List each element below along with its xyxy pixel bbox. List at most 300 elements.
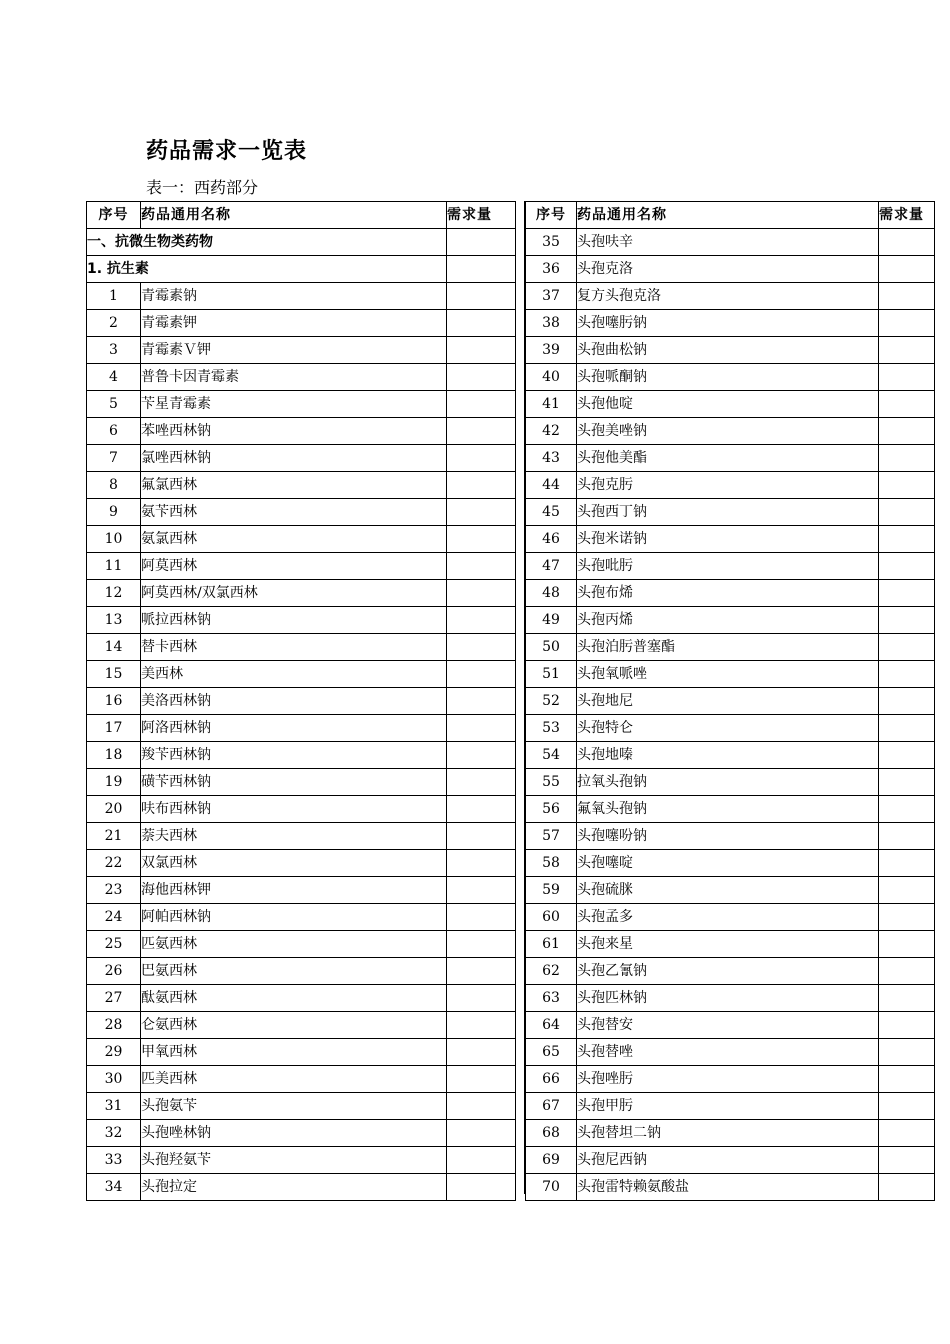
drug-name: 巴氨西林 <box>141 958 447 985</box>
row-number: 31 <box>87 1093 141 1120</box>
drug-name: 复方头孢克洛 <box>577 283 879 310</box>
drug-name: 仑氨西林 <box>141 1012 447 1039</box>
drug-name: 头孢孟多 <box>577 904 879 931</box>
qty-cell[interactable] <box>447 1012 516 1039</box>
drug-name: 头孢噻吩钠 <box>577 823 879 850</box>
table-row <box>526 283 935 310</box>
table-row <box>526 796 935 823</box>
row-number: 34 <box>87 1174 141 1201</box>
qty-cell[interactable] <box>879 607 935 634</box>
table-row <box>87 931 516 958</box>
qty-cell[interactable] <box>447 634 516 661</box>
row-number: 27 <box>87 985 141 1012</box>
table-row <box>526 877 935 904</box>
table-row <box>526 418 935 445</box>
qty-cell[interactable] <box>447 715 516 742</box>
table-row <box>526 634 935 661</box>
table-row <box>526 1066 935 1093</box>
row-number: 67 <box>526 1093 577 1120</box>
drug-name: 阿洛西林钠 <box>141 715 447 742</box>
qty-cell[interactable] <box>879 418 935 445</box>
qty-cell[interactable] <box>447 364 516 391</box>
qty-cell[interactable] <box>447 256 516 283</box>
table-row <box>87 364 516 391</box>
table-row <box>87 499 516 526</box>
table-gap-divider <box>515 201 525 1194</box>
row-number: 70 <box>526 1174 577 1201</box>
qty-cell[interactable] <box>447 445 516 472</box>
table-row <box>87 823 516 850</box>
drug-name: 头孢泊肟普塞酯 <box>577 634 879 661</box>
drug-name: 匹美西林 <box>141 1066 447 1093</box>
qty-cell[interactable] <box>879 985 935 1012</box>
drug-table-left-body <box>87 202 516 1201</box>
qty-cell[interactable] <box>447 499 516 526</box>
row-number: 16 <box>87 688 141 715</box>
drug-name: 阿莫西林/双氯西林 <box>141 580 447 607</box>
table-row <box>526 904 935 931</box>
row-number: 33 <box>87 1147 141 1174</box>
drug-name: 头孢丙烯 <box>577 607 879 634</box>
row-number: 40 <box>526 364 577 391</box>
table-row <box>87 1174 516 1201</box>
table-header-row <box>526 202 935 229</box>
qty-cell[interactable] <box>447 283 516 310</box>
row-number: 18 <box>87 742 141 769</box>
row-number: 29 <box>87 1039 141 1066</box>
drug-name: 头孢噻肟钠 <box>577 310 879 337</box>
qty-cell[interactable] <box>879 1120 935 1147</box>
row-number: 52 <box>526 688 577 715</box>
drug-name: 美洛西林钠 <box>141 688 447 715</box>
table-row <box>526 958 935 985</box>
qty-cell[interactable] <box>879 256 935 283</box>
qty-cell[interactable] <box>879 769 935 796</box>
drug-name: 头孢尼西钠 <box>577 1147 879 1174</box>
qty-cell[interactable] <box>879 580 935 607</box>
table-row <box>526 715 935 742</box>
drug-name: 氯唑西林钠 <box>141 445 447 472</box>
qty-cell[interactable] <box>879 337 935 364</box>
drug-name: 拉氧头孢钠 <box>577 769 879 796</box>
drug-name: 头孢替安 <box>577 1012 879 1039</box>
row-number: 35 <box>526 229 577 256</box>
drug-name: 萘夫西林 <box>141 823 447 850</box>
qty-cell[interactable] <box>447 337 516 364</box>
qty-cell[interactable] <box>879 1066 935 1093</box>
drug-name: 海他西林钾 <box>141 877 447 904</box>
drug-name: 氟氧头孢钠 <box>577 796 879 823</box>
qty-cell[interactable] <box>447 310 516 337</box>
drug-name: 头孢乙氰钠 <box>577 958 879 985</box>
row-number: 25 <box>87 931 141 958</box>
drug-name: 头孢曲松钠 <box>577 337 879 364</box>
qty-cell[interactable] <box>879 445 935 472</box>
row-number: 68 <box>526 1120 577 1147</box>
qty-cell[interactable] <box>447 553 516 580</box>
table-row <box>526 1147 935 1174</box>
drug-name: 头孢硫脒 <box>577 877 879 904</box>
qty-cell[interactable] <box>879 796 935 823</box>
drug-name: 甲氧西林 <box>141 1039 447 1066</box>
qty-cell[interactable] <box>879 904 935 931</box>
drug-name: 匹氨西林 <box>141 931 447 958</box>
table-row <box>526 1174 935 1201</box>
drug-name: 头孢替坦二钠 <box>577 1120 879 1147</box>
header-qty: 需求量 <box>447 202 516 229</box>
table-row <box>526 1093 935 1120</box>
drug-name: 哌拉西林钠 <box>141 607 447 634</box>
drug-name: 头孢噻啶 <box>577 850 879 877</box>
row-number: 59 <box>526 877 577 904</box>
qty-cell[interactable] <box>879 553 935 580</box>
drug-name: 苄星青霉素 <box>141 391 447 418</box>
table-row <box>526 310 935 337</box>
row-number: 64 <box>526 1012 577 1039</box>
qty-cell[interactable] <box>447 526 516 553</box>
qty-cell[interactable] <box>879 634 935 661</box>
row-number: 9 <box>87 499 141 526</box>
qty-cell[interactable] <box>879 958 935 985</box>
drug-name: 磺苄西林钠 <box>141 769 447 796</box>
row-number: 30 <box>87 1066 141 1093</box>
qty-cell[interactable] <box>447 877 516 904</box>
qty-cell[interactable] <box>447 796 516 823</box>
section-title-sub: 1. 抗生素 <box>87 256 447 283</box>
qty-cell[interactable] <box>447 850 516 877</box>
table-row <box>87 1093 516 1120</box>
section-row <box>87 229 516 256</box>
row-number: 23 <box>87 877 141 904</box>
table-row <box>526 337 935 364</box>
row-number: 55 <box>526 769 577 796</box>
qty-cell[interactable] <box>447 580 516 607</box>
row-number: 8 <box>87 472 141 499</box>
qty-cell[interactable] <box>879 1174 935 1201</box>
drug-name: 头孢吡肟 <box>577 553 879 580</box>
table-row <box>87 1120 516 1147</box>
table-row <box>526 769 935 796</box>
table-row <box>87 985 516 1012</box>
qty-cell[interactable] <box>447 688 516 715</box>
row-number: 32 <box>87 1120 141 1147</box>
qty-cell[interactable] <box>447 607 516 634</box>
qty-cell[interactable] <box>447 769 516 796</box>
drug-name: 头孢呋辛 <box>577 229 879 256</box>
header-name: 药品通用名称 <box>141 202 447 229</box>
qty-cell[interactable] <box>447 742 516 769</box>
row-number: 60 <box>526 904 577 931</box>
row-number: 41 <box>526 391 577 418</box>
row-number: 65 <box>526 1039 577 1066</box>
table-row <box>87 607 516 634</box>
drug-name: 青霉素钠 <box>141 283 447 310</box>
drug-name: 头孢他啶 <box>577 391 879 418</box>
table-row <box>87 958 516 985</box>
table-row <box>87 445 516 472</box>
row-number: 43 <box>526 445 577 472</box>
drug-table-right <box>525 201 935 1201</box>
row-number: 54 <box>526 742 577 769</box>
drug-name: 头孢匹林钠 <box>577 985 879 1012</box>
row-number: 4 <box>87 364 141 391</box>
qty-cell[interactable] <box>447 931 516 958</box>
drug-name: 苯唑西林钠 <box>141 418 447 445</box>
qty-cell[interactable] <box>447 958 516 985</box>
qty-cell[interactable] <box>447 229 516 256</box>
drug-table-left <box>86 201 516 1201</box>
drug-name: 头孢哌酮钠 <box>577 364 879 391</box>
drug-name: 氟氯西林 <box>141 472 447 499</box>
qty-cell[interactable] <box>447 904 516 931</box>
row-number: 69 <box>526 1147 577 1174</box>
qty-cell[interactable] <box>879 1147 935 1174</box>
row-number: 24 <box>87 904 141 931</box>
row-number: 50 <box>526 634 577 661</box>
table-row <box>526 985 935 1012</box>
row-number: 42 <box>526 418 577 445</box>
qty-cell[interactable] <box>447 1120 516 1147</box>
qty-cell[interactable] <box>447 1066 516 1093</box>
table-row <box>87 1066 516 1093</box>
drug-name: 阿帕西林钠 <box>141 904 447 931</box>
drug-name: 头孢唑肟 <box>577 1066 879 1093</box>
drug-name: 头孢地嗪 <box>577 742 879 769</box>
drug-name: 头孢美唑钠 <box>577 418 879 445</box>
row-number: 12 <box>87 580 141 607</box>
drug-name: 头孢克肟 <box>577 472 879 499</box>
drug-name: 阿莫西林 <box>141 553 447 580</box>
drug-table-right-body <box>526 202 935 1201</box>
table-row <box>87 553 516 580</box>
row-number: 66 <box>526 1066 577 1093</box>
qty-cell[interactable] <box>447 985 516 1012</box>
table-row <box>87 661 516 688</box>
table-row <box>87 850 516 877</box>
table-row <box>87 283 516 310</box>
table-row <box>87 634 516 661</box>
drug-name: 头孢西丁钠 <box>577 499 879 526</box>
qty-cell[interactable] <box>879 310 935 337</box>
table-row <box>526 472 935 499</box>
qty-cell[interactable] <box>879 283 935 310</box>
row-number: 46 <box>526 526 577 553</box>
drug-name: 羧苄西林钠 <box>141 742 447 769</box>
qty-cell[interactable] <box>879 1012 935 1039</box>
row-number: 21 <box>87 823 141 850</box>
qty-cell[interactable] <box>447 661 516 688</box>
row-number: 15 <box>87 661 141 688</box>
qty-cell[interactable] <box>447 1147 516 1174</box>
qty-cell[interactable] <box>447 1174 516 1201</box>
table-header-row <box>87 202 516 229</box>
header-num: 序号 <box>526 202 577 229</box>
qty-cell[interactable] <box>447 823 516 850</box>
table-row <box>87 1012 516 1039</box>
drug-name: 头孢氧哌唑 <box>577 661 879 688</box>
row-number: 36 <box>526 256 577 283</box>
drug-name: 替卡西林 <box>141 634 447 661</box>
drug-name: 美西林 <box>141 661 447 688</box>
table-row <box>526 850 935 877</box>
table-row <box>87 877 516 904</box>
table-row <box>526 661 935 688</box>
qty-cell[interactable] <box>447 472 516 499</box>
row-number: 22 <box>87 850 141 877</box>
qty-cell[interactable] <box>879 877 935 904</box>
table-row <box>87 391 516 418</box>
row-number: 51 <box>526 661 577 688</box>
drug-name: 头孢克洛 <box>577 256 879 283</box>
table-row <box>87 418 516 445</box>
drug-name: 双氯西林 <box>141 850 447 877</box>
drug-name: 头孢拉定 <box>141 1174 447 1201</box>
row-number: 44 <box>526 472 577 499</box>
drug-name: 头孢唑林钠 <box>141 1120 447 1147</box>
table-row <box>526 553 935 580</box>
header-name: 药品通用名称 <box>577 202 879 229</box>
drug-name: 头孢布烯 <box>577 580 879 607</box>
table-row <box>87 769 516 796</box>
table-row <box>526 526 935 553</box>
table-row <box>87 904 516 931</box>
row-number: 11 <box>87 553 141 580</box>
table-row <box>526 445 935 472</box>
row-number: 38 <box>526 310 577 337</box>
qty-cell[interactable] <box>879 526 935 553</box>
qty-cell[interactable] <box>879 472 935 499</box>
qty-cell[interactable] <box>879 688 935 715</box>
table-row <box>526 1039 935 1066</box>
table-row <box>526 364 935 391</box>
drug-name: 头孢氨苄 <box>141 1093 447 1120</box>
row-number: 7 <box>87 445 141 472</box>
qty-cell[interactable] <box>447 1039 516 1066</box>
row-number: 49 <box>526 607 577 634</box>
subsection-row <box>87 256 516 283</box>
row-number: 26 <box>87 958 141 985</box>
table-row <box>87 337 516 364</box>
table-row <box>87 796 516 823</box>
qty-cell[interactable] <box>879 364 935 391</box>
table-row <box>87 580 516 607</box>
qty-cell[interactable] <box>447 418 516 445</box>
row-number: 61 <box>526 931 577 958</box>
table-row <box>526 1012 935 1039</box>
row-number: 45 <box>526 499 577 526</box>
row-number: 28 <box>87 1012 141 1039</box>
table-row <box>87 1039 516 1066</box>
row-number: 5 <box>87 391 141 418</box>
row-number: 14 <box>87 634 141 661</box>
drug-name: 氨苄西林 <box>141 499 447 526</box>
qty-cell[interactable] <box>879 1093 935 1120</box>
qty-cell[interactable] <box>879 661 935 688</box>
drug-name: 普鲁卡因青霉素 <box>141 364 447 391</box>
qty-cell[interactable] <box>879 1039 935 1066</box>
table-row <box>526 256 935 283</box>
row-number: 39 <box>526 337 577 364</box>
table-row <box>87 688 516 715</box>
table-row <box>526 931 935 958</box>
drug-name: 氨氯西林 <box>141 526 447 553</box>
table-row <box>526 499 935 526</box>
table-row <box>526 742 935 769</box>
row-number: 63 <box>526 985 577 1012</box>
row-number: 57 <box>526 823 577 850</box>
drug-name: 酞氨西林 <box>141 985 447 1012</box>
drug-name: 头孢替唑 <box>577 1039 879 1066</box>
row-number: 2 <box>87 310 141 337</box>
row-number: 19 <box>87 769 141 796</box>
qty-cell[interactable] <box>879 499 935 526</box>
qty-cell[interactable] <box>879 823 935 850</box>
row-number: 53 <box>526 715 577 742</box>
row-number: 17 <box>87 715 141 742</box>
table-subtitle: 表一：西药部分 <box>146 178 259 197</box>
drug-name: 头孢甲肟 <box>577 1093 879 1120</box>
row-number: 1 <box>87 283 141 310</box>
qty-cell[interactable] <box>879 850 935 877</box>
header-qty: 需求量 <box>879 202 935 229</box>
table-row <box>87 742 516 769</box>
table-row <box>526 229 935 256</box>
table-row <box>87 472 516 499</box>
row-number: 13 <box>87 607 141 634</box>
row-number: 20 <box>87 796 141 823</box>
row-number: 10 <box>87 526 141 553</box>
row-number: 58 <box>526 850 577 877</box>
table-row <box>526 823 935 850</box>
table-row <box>526 1120 935 1147</box>
drug-name: 头孢羟氨苄 <box>141 1147 447 1174</box>
drug-name: 头孢雷特赖氨酸盐 <box>577 1174 879 1201</box>
table-row <box>87 526 516 553</box>
qty-cell[interactable] <box>447 1093 516 1120</box>
row-number: 62 <box>526 958 577 985</box>
table-row <box>526 391 935 418</box>
drug-name: 头孢米诺钠 <box>577 526 879 553</box>
drug-name: 头孢地尼 <box>577 688 879 715</box>
table-row <box>87 310 516 337</box>
row-number: 56 <box>526 796 577 823</box>
row-number: 47 <box>526 553 577 580</box>
header-num: 序号 <box>87 202 141 229</box>
table-row <box>526 607 935 634</box>
drug-name: 头孢来星 <box>577 931 879 958</box>
drug-name: 青霉素Ｖ钾 <box>141 337 447 364</box>
table-row <box>526 580 935 607</box>
table-row <box>87 1147 516 1174</box>
qty-cell[interactable] <box>879 931 935 958</box>
drug-name: 呋布西林钠 <box>141 796 447 823</box>
qty-cell[interactable] <box>879 742 935 769</box>
table-row <box>526 688 935 715</box>
qty-cell[interactable] <box>879 715 935 742</box>
section-title-main: 一、抗微生物类药物 <box>87 229 447 256</box>
qty-cell[interactable] <box>447 391 516 418</box>
drug-name: 头孢特仑 <box>577 715 879 742</box>
page-title: 药品需求一览表 <box>146 139 308 164</box>
drug-name: 青霉素钾 <box>141 310 447 337</box>
qty-cell[interactable] <box>879 391 935 418</box>
table-row <box>87 715 516 742</box>
row-number: 3 <box>87 337 141 364</box>
row-number: 37 <box>526 283 577 310</box>
drug-name: 头孢他美酯 <box>577 445 879 472</box>
qty-cell[interactable] <box>879 229 935 256</box>
row-number: 6 <box>87 418 141 445</box>
